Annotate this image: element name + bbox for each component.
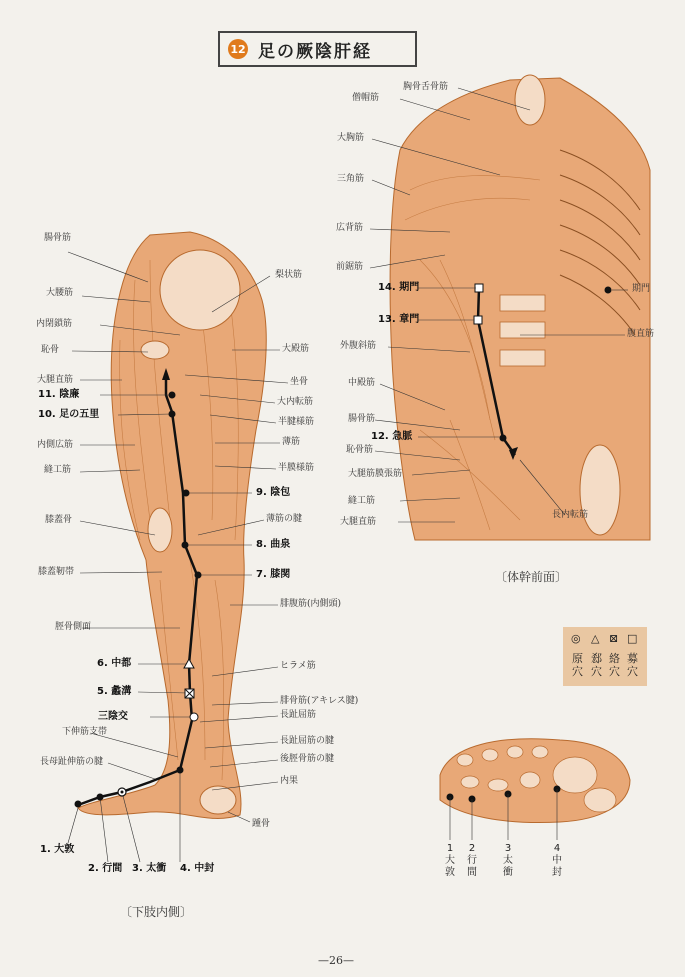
point-12-label: 12. 急脈 [371,431,413,442]
trunk-label-rectus-abd: 腹直筋 [627,329,655,339]
foot-label-1 [443,843,457,879]
point-1-marker [75,801,82,808]
trunk-label-trapezius: 僧帽筋 [352,93,380,103]
sanin-marker [190,713,198,721]
trunk-label-serratus: 前鋸筋 [336,262,364,272]
trunk-label-iliacus: 腸骨筋 [348,414,376,424]
legend-name-mu: 募 穴 [627,652,638,678]
point-8-label: 8. 曲泉 [256,539,291,550]
label-ischium: 坐骨 [290,377,309,387]
label-semitendinosus: 半腱様筋 [278,417,315,427]
point-13-marker [474,316,482,324]
foot-label-2-num: 2 [468,843,476,854]
label-obturator: 内閉鎖筋 [36,319,73,329]
point-5-label: 5. 蠡溝 [97,686,132,697]
legend-name-xi: 郄 穴 [591,652,602,678]
label-gluteus: 大殿筋 [282,344,310,354]
point-7-marker [195,572,202,579]
foot-label-2 [465,843,479,879]
point-13-label: 13. 章門 [378,314,420,325]
legend-symbol-luo: ⊠ [609,632,619,645]
label-piriformis: 梨状筋 [275,270,303,280]
label-flexor-long-tendon: 長趾屈筋の腱 [280,736,335,746]
label-calcaneus: 踵骨 [252,819,271,829]
trunk-label-deltoid: 三角筋 [337,174,365,184]
legend-symbol-mu: □ [627,632,638,645]
label-extensor-retinaculum: 下伸筋支帯 [62,727,108,737]
trunk-label-sartorius: 縫工筋 [348,496,376,506]
point-4-label: 4. 中封 [180,863,215,874]
label-psoas: 大腰筋 [46,288,74,298]
point-7-label: 7. 膝関 [256,569,291,580]
page-number: —26— [318,954,354,967]
trunk-label-pubis: 恥骨筋 [346,445,374,455]
calcaneus-bone [200,786,236,814]
label-soleus: ヒラメ筋 [280,661,316,671]
point-3-inner [121,791,124,794]
label-achilles: 腓骨筋(アキレス腱) [280,696,359,706]
point-12-marker [500,435,507,442]
point-11-marker [169,392,176,399]
patella-bone [148,508,172,552]
point-2-marker [97,794,104,801]
qimen-right-marker [605,287,612,294]
label-ext-hallucis: 長母趾伸筋の腱 [40,757,104,767]
rectus-bands [500,295,545,366]
point-9-marker [183,490,190,497]
pubis-bone [141,341,169,359]
label-adductor: 大内転筋 [277,397,314,407]
point-2-label: 2. 行間 [88,863,123,874]
label-gracilis-tendon: 薄筋の腱 [266,514,303,524]
trunk-label-adductor-long: 長内転筋 [552,510,589,520]
legend-symbol-yuan: ◎ [571,632,581,645]
legend-name-luo: 絡 穴 [609,652,620,678]
point-8-marker [182,542,189,549]
foot-label-3 [501,843,515,879]
point-11-label: 11. 陰廉 [38,389,80,400]
point-14-label: 14. 期門 [378,282,420,293]
point-14-marker [475,284,483,292]
foot-label-3-num: 3 [504,843,512,854]
label-semimembranosus: 半膜様筋 [278,463,315,473]
trunk-label-gluteus-med: 中殿筋 [348,378,376,388]
point-1-label: 1. 大敦 [40,844,75,855]
trunk-caption: 〔体幹前面〕 [495,570,568,584]
legend-symbol-xi: △ [591,632,600,645]
label-rectus-femoris: 大腿直筋 [37,375,74,385]
legend-box [563,627,647,686]
label-malleolus: 内果 [280,776,299,786]
foot-label-1-num: 1 [446,843,454,854]
pelvis-bone [160,250,240,330]
label-gastrocnemius: 腓腹筋(内側頭) [280,599,342,609]
trunk-label-qimen-right: 期門 [632,284,651,294]
trunk-label-latissimus: 広背筋 [336,223,364,233]
title-number: 12 [228,39,248,59]
label-flexor-long: 長趾屈筋 [280,710,317,720]
point-10-label: 10. 足の五里 [38,409,100,420]
legend-name-yuan: 原 穴 [572,652,583,678]
foot-label-4-name: 中 封 [552,855,562,878]
label-sartorius: 縫工筋 [44,465,72,475]
point-10-marker [169,411,176,418]
label-pubis: 恥骨 [41,345,60,355]
trunk-label-rectus-fem: 大腿直筋 [340,517,377,527]
trunk-label-sternohyoid: 胸骨舌骨筋 [403,82,449,92]
point-4-marker [177,767,184,774]
sanin-label: 三陰交 [98,711,128,722]
foot-label-1-name: 大 敦 [445,855,455,878]
point-6-label: 6. 中都 [97,658,132,669]
label-vastus-medialis: 内側広筋 [37,440,74,450]
foot-label-4-num: 4 [553,843,561,854]
point-3-label: 3. 太衝 [132,863,167,874]
label-tibia-side: 脛骨側面 [55,622,92,632]
label-tibialis-posterior: 後脛骨筋の腱 [280,754,335,764]
point-9-label: 9. 陰包 [256,487,291,498]
label-gracilis: 薄筋 [282,437,301,447]
trunk-label-tensor: 大腿筋膜張筋 [348,469,403,479]
label-patella: 膝蓋骨 [45,515,73,525]
foot-label-4 [550,843,564,879]
label-iliacus: 腸骨筋 [44,233,72,243]
foot-label-3-name: 太 衝 [503,855,513,878]
trunk-label-pectoralis: 大胸筋 [337,133,365,143]
trunk-label-ext-oblique: 外腹斜筋 [340,341,377,351]
label-patellar-ligament: 膝蓋靭帯 [38,567,75,577]
page-title: 足の厥陰肝経 [258,41,372,62]
leg-caption: 〔下肢内側〕 [120,905,193,919]
neck [515,75,545,125]
femur-head [580,445,620,535]
foot-label-2-name: 行 間 [467,855,477,878]
